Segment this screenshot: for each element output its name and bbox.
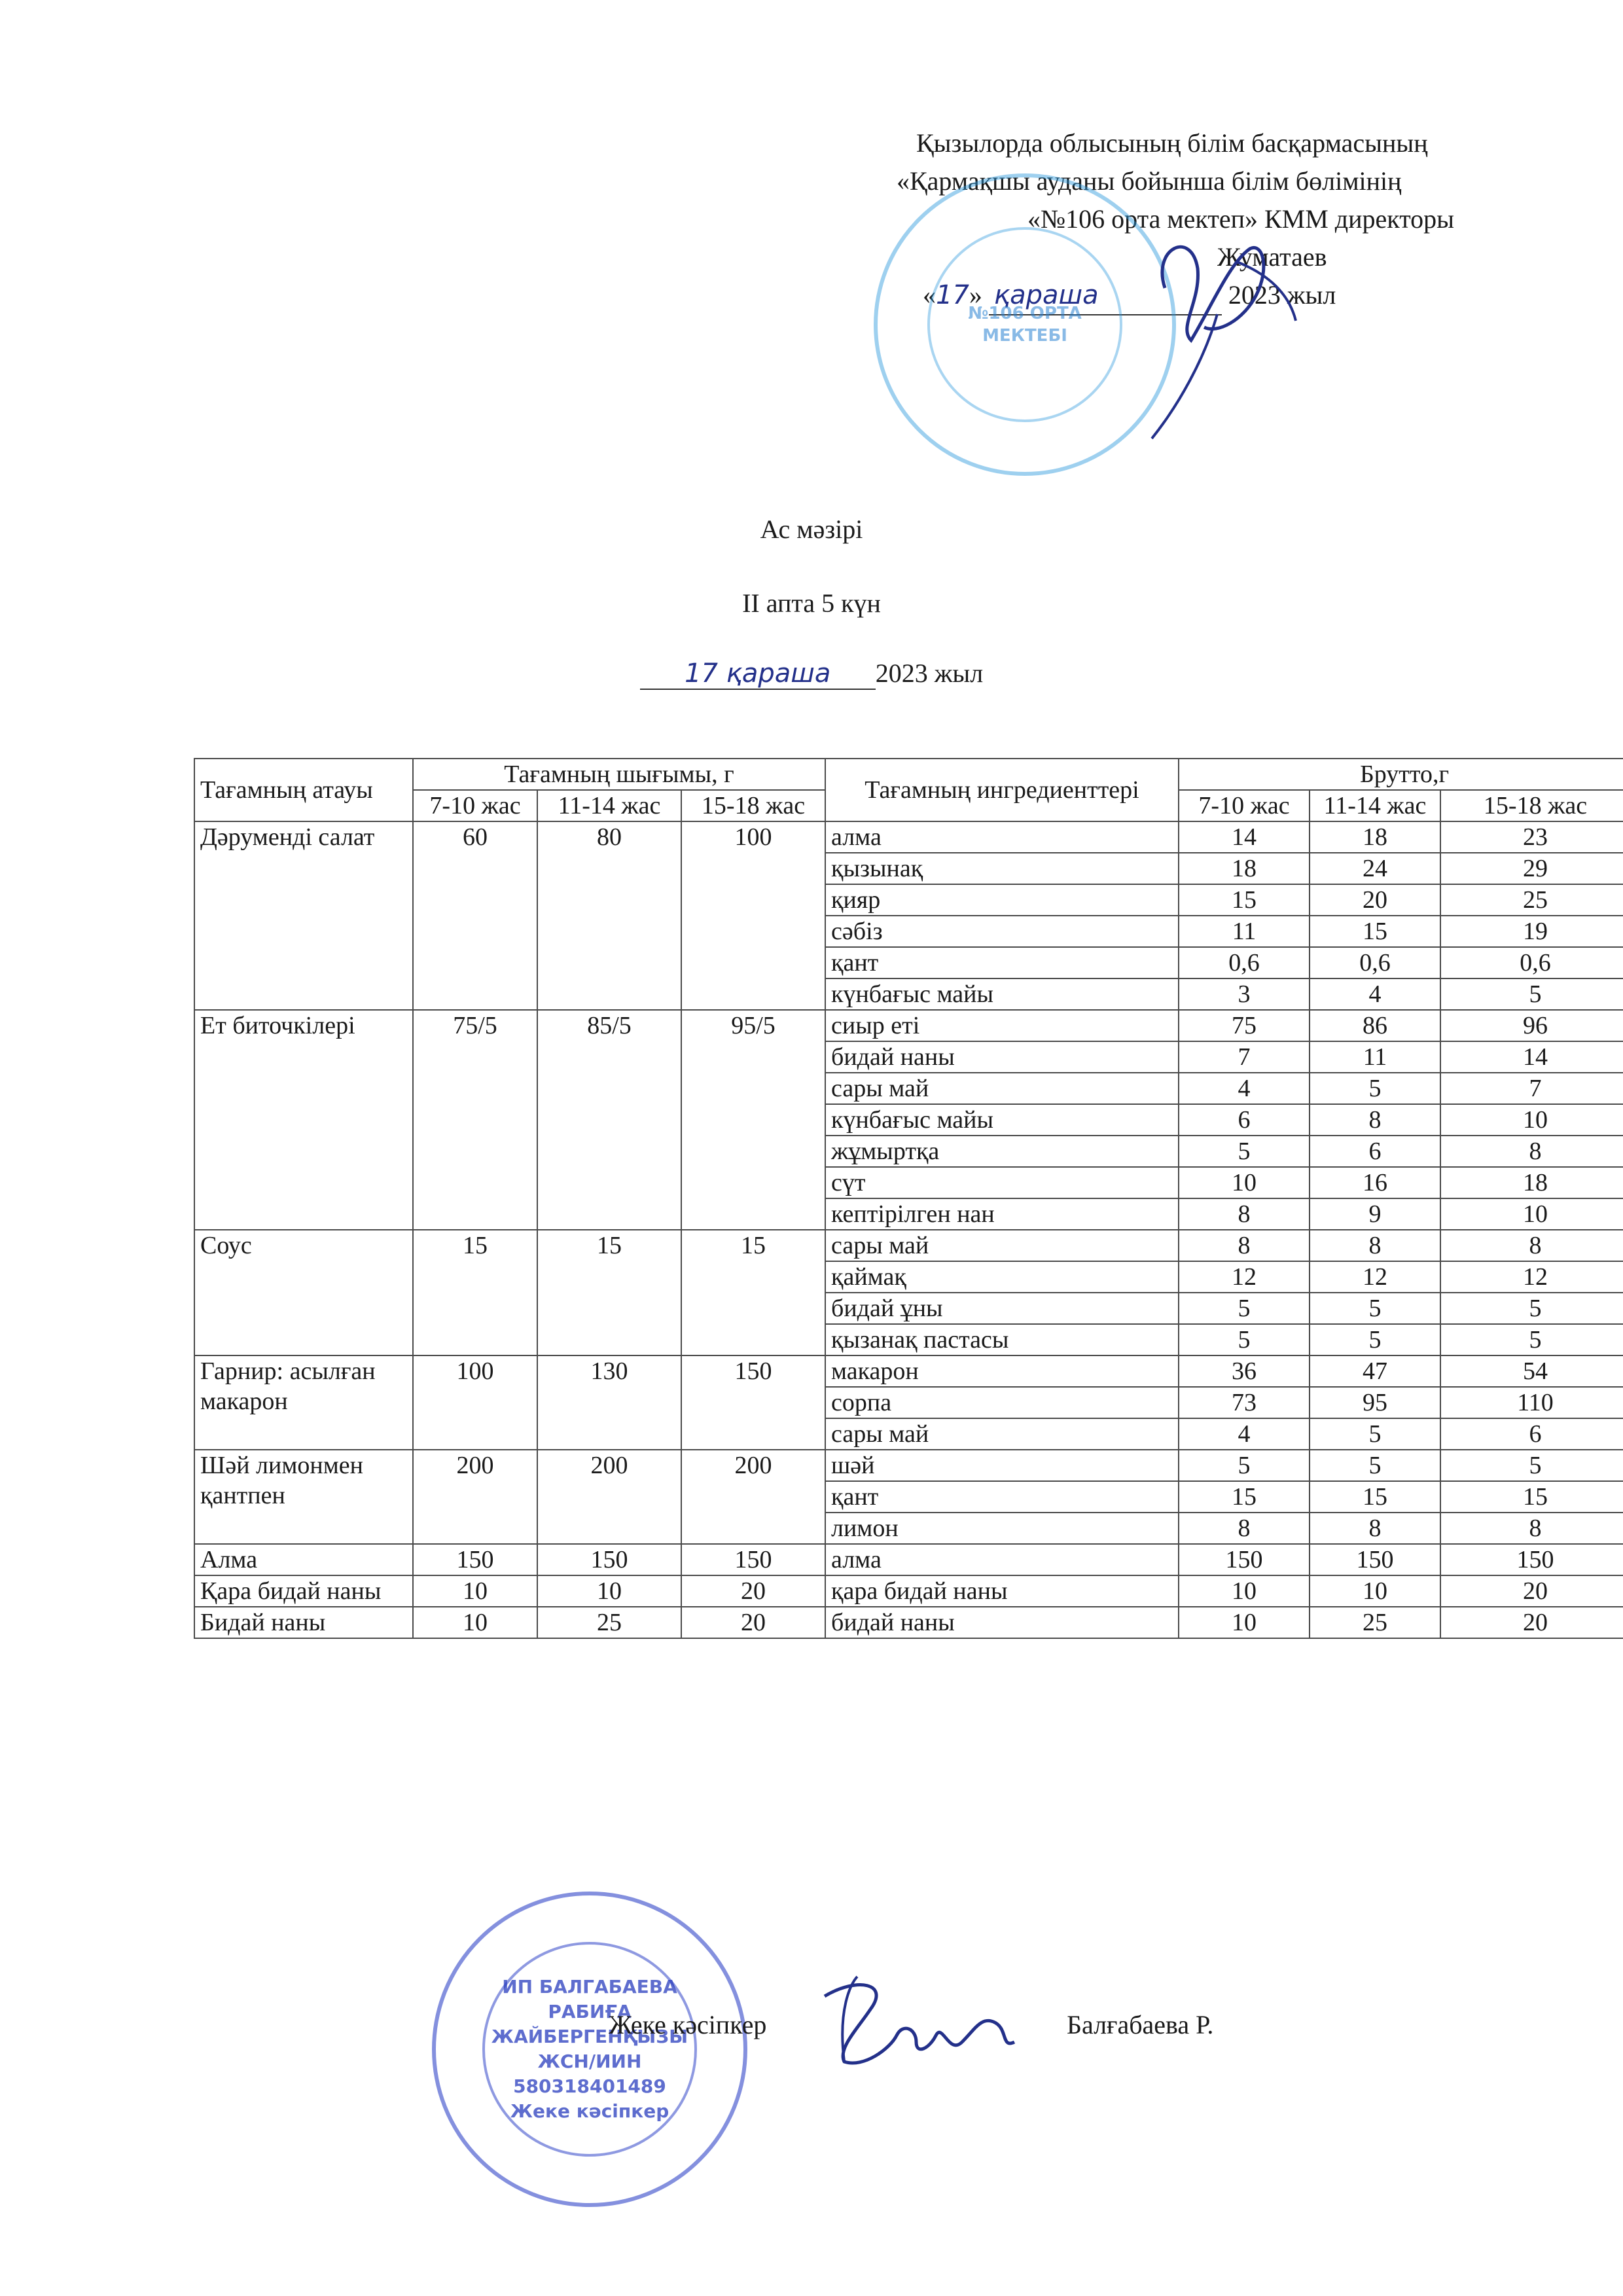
- ingredient-brutto: 5: [1310, 1450, 1440, 1481]
- ingredient-name: күнбағыс майы: [825, 1104, 1179, 1136]
- header-brutto-age-7-10: 7-10 жас: [1179, 790, 1310, 821]
- dish-name: Қара бидай наны: [194, 1575, 413, 1607]
- dish-output: 150: [681, 1544, 825, 1575]
- dish-output: 200: [413, 1450, 537, 1544]
- ingredient-brutto: 10: [1440, 1104, 1623, 1136]
- ingredient-brutto: 5: [1310, 1324, 1440, 1355]
- dish-output: 15: [681, 1230, 825, 1355]
- ingredient-name: сиыр еті: [825, 1010, 1179, 1041]
- ingredient-brutto: 10: [1310, 1575, 1440, 1607]
- table-row: [194, 1010, 1623, 1041]
- ingredient-name: жұмыртқа: [825, 1136, 1179, 1167]
- ingredient-brutto: 29: [1440, 853, 1623, 884]
- page-subtitle: ІІ апта 5 күн: [742, 588, 881, 618]
- ingredient-brutto: 19: [1440, 916, 1623, 947]
- dish-output: 100: [681, 821, 825, 1010]
- ingredient-name: кептірілген нан: [825, 1198, 1179, 1230]
- stamp-line-4: ЖСН/ИИН: [537, 2051, 642, 2072]
- ingredient-brutto: 20: [1310, 884, 1440, 916]
- ingredient-name: бидай ұны: [825, 1293, 1179, 1324]
- table-row: [194, 1355, 1623, 1387]
- table-row: [194, 1450, 1623, 1481]
- table-row: [194, 1544, 1623, 1575]
- dish-output: 10: [413, 1607, 537, 1638]
- dish-output: 85/5: [537, 1010, 681, 1230]
- ingredient-brutto: 7: [1440, 1073, 1623, 1104]
- approval-date-month: қараша: [989, 276, 1222, 315]
- approval-line-3: «№106 орта мектеп» КММ директоры: [1027, 204, 1455, 234]
- stamp-line-5: 580318401489: [513, 2075, 666, 2097]
- ingredient-brutto: 6: [1310, 1136, 1440, 1167]
- stamp-line-1: ИП БАЛГАБАЕВА: [502, 1976, 677, 1998]
- ingredient-brutto: 11: [1310, 1041, 1440, 1073]
- menu-date: [0, 658, 1623, 690]
- ingredient-brutto: 4: [1179, 1418, 1310, 1450]
- ingredient-brutto: 4: [1179, 1073, 1310, 1104]
- approval-line-4: Жуматаев: [1217, 242, 1327, 272]
- dish-name: Ет биточкілері: [194, 1010, 413, 1230]
- header-brutto: Брутто,г: [1179, 759, 1623, 790]
- ingredient-brutto: 110: [1440, 1387, 1623, 1418]
- footer: [609, 2009, 1214, 2040]
- ingredient-brutto: 5: [1310, 1073, 1440, 1104]
- page-title: Ас мәзірі: [760, 514, 863, 544]
- dish-name: Шәй лимонмен қантпен: [194, 1450, 413, 1544]
- ingredient-brutto: 15: [1310, 916, 1440, 947]
- ingredient-brutto: 14: [1179, 821, 1310, 853]
- dish-output: 80: [537, 821, 681, 1010]
- ingredient-brutto: 86: [1310, 1010, 1440, 1041]
- ingredient-brutto: 150: [1440, 1544, 1623, 1575]
- entrepreneur-stamp: [432, 1892, 747, 2207]
- entrepreneur-stamp-center: [482, 1942, 697, 2157]
- ingredient-brutto: 9: [1310, 1198, 1440, 1230]
- ingredient-brutto: 96: [1440, 1010, 1623, 1041]
- ingredient-brutto: 8: [1440, 1136, 1623, 1167]
- footer-name: Балғабаева Р.: [1067, 2010, 1214, 2039]
- ingredient-brutto: 12: [1440, 1261, 1623, 1293]
- table-row: [194, 1230, 1623, 1261]
- approval-line-2: «Қармақшы ауданы бойынша білім бөлімінің: [897, 166, 1402, 196]
- approval-date-day: 17: [936, 280, 969, 310]
- ingredient-brutto: 16: [1310, 1167, 1440, 1198]
- ingredient-brutto: 5: [1179, 1293, 1310, 1324]
- dish-name: Гарнир: асылған макарон: [194, 1355, 413, 1450]
- dish-output: 200: [681, 1450, 825, 1544]
- approval-date-year: 2023 жыл: [1228, 280, 1336, 310]
- header-dish-name: Тағамның атауы: [194, 759, 413, 821]
- menu-table-body: [194, 821, 1623, 1638]
- header-output-age-11-14: 11-14 жас: [537, 790, 681, 821]
- entrepreneur-signature: [818, 1970, 1034, 2081]
- ingredient-name: қызынақ: [825, 853, 1179, 884]
- header-brutto-age-15-18: 15-18 жас: [1440, 790, 1623, 821]
- school-stamp-center: №106 ОРТА МЕКТЕБІ: [927, 227, 1122, 422]
- ingredient-brutto: 5: [1179, 1324, 1310, 1355]
- ingredient-brutto: 36: [1179, 1355, 1310, 1387]
- dish-output: 150: [413, 1544, 537, 1575]
- ingredient-brutto: 150: [1179, 1544, 1310, 1575]
- ingredient-brutto: 150: [1310, 1544, 1440, 1575]
- ingredient-brutto: 20: [1440, 1575, 1623, 1607]
- dish-output: 75/5: [413, 1010, 537, 1230]
- dish-output: 200: [537, 1450, 681, 1544]
- ingredient-brutto: 47: [1310, 1355, 1440, 1387]
- ingredient-brutto: 5: [1179, 1450, 1310, 1481]
- ingredient-brutto: 8: [1310, 1513, 1440, 1544]
- ingredient-brutto: 20: [1440, 1607, 1623, 1638]
- ingredient-brutto: 10: [1179, 1167, 1310, 1198]
- footer-role: Жеке кәсіпкер: [609, 2010, 767, 2039]
- ingredient-brutto: 73: [1179, 1387, 1310, 1418]
- ingredient-brutto: 18: [1440, 1167, 1623, 1198]
- ingredient-name: лимон: [825, 1513, 1179, 1544]
- ingredient-brutto: 15: [1310, 1481, 1440, 1513]
- dish-output: 150: [681, 1355, 825, 1450]
- ingredient-name: қант: [825, 947, 1179, 978]
- dish-name: Алма: [194, 1544, 413, 1575]
- ingredient-name: сары май: [825, 1230, 1179, 1261]
- table-row: [194, 1607, 1623, 1638]
- table-header-row-1: [194, 759, 1623, 790]
- ingredient-name: сары май: [825, 1073, 1179, 1104]
- ingredient-brutto: 6: [1440, 1418, 1623, 1450]
- ingredient-brutto: 5: [1440, 978, 1623, 1010]
- ingredient-name: қант: [825, 1481, 1179, 1513]
- ingredient-name: сорпа: [825, 1387, 1179, 1418]
- dish-name: Соус: [194, 1230, 413, 1355]
- ingredient-brutto: 75: [1179, 1010, 1310, 1041]
- ingredient-brutto: 25: [1440, 884, 1623, 916]
- menu-table: [194, 758, 1623, 1639]
- header-output-age-7-10: 7-10 жас: [413, 790, 537, 821]
- dish-output: 10: [413, 1575, 537, 1607]
- ingredient-name: алма: [825, 1544, 1179, 1575]
- dish-output: 15: [413, 1230, 537, 1355]
- approval-date-quote-open: «: [923, 280, 936, 310]
- ingredient-brutto: 8: [1440, 1230, 1623, 1261]
- header-output-age-15-18: 15-18 жас: [681, 790, 825, 821]
- ingredient-name: сәбіз: [825, 916, 1179, 947]
- dish-output: 130: [537, 1355, 681, 1450]
- ingredient-brutto: 8: [1440, 1513, 1623, 1544]
- ingredient-brutto: 8: [1310, 1230, 1440, 1261]
- table-row: [194, 1575, 1623, 1607]
- ingredient-name: сүт: [825, 1167, 1179, 1198]
- ingredient-brutto: 8: [1310, 1104, 1440, 1136]
- menu-date-handwritten: 17 қараша: [640, 658, 876, 690]
- ingredient-name: сары май: [825, 1418, 1179, 1450]
- ingredient-brutto: 5: [1440, 1450, 1623, 1481]
- dish-output: 20: [681, 1575, 825, 1607]
- ingredient-brutto: 18: [1310, 821, 1440, 853]
- ingredient-name: қара бидай наны: [825, 1575, 1179, 1607]
- ingredient-name: алма: [825, 821, 1179, 853]
- ingredient-brutto: 15: [1179, 1481, 1310, 1513]
- ingredient-name: күнбағыс майы: [825, 978, 1179, 1010]
- approval-date-quote-close: »: [969, 280, 982, 310]
- ingredient-brutto: 8: [1179, 1198, 1310, 1230]
- ingredient-brutto: 25: [1310, 1607, 1440, 1638]
- ingredient-brutto: 10: [1440, 1198, 1623, 1230]
- ingredient-name: бидай наны: [825, 1607, 1179, 1638]
- ingredient-brutto: 14: [1440, 1041, 1623, 1073]
- ingredient-name: қызанақ пастасы: [825, 1324, 1179, 1355]
- ingredient-brutto: 8: [1179, 1513, 1310, 1544]
- dish-name: Бидай наны: [194, 1607, 413, 1638]
- dish-output: 25: [537, 1607, 681, 1638]
- stamp-line-2: РАБИҒА: [548, 2001, 632, 2022]
- header-brutto-age-11-14: 11-14 жас: [1310, 790, 1440, 821]
- ingredient-name: макарон: [825, 1355, 1179, 1387]
- ingredient-brutto: 24: [1310, 853, 1440, 884]
- ingredient-brutto: 15: [1179, 884, 1310, 916]
- dish-output: 10: [537, 1575, 681, 1607]
- ingredient-brutto: 7: [1179, 1041, 1310, 1073]
- ingredient-brutto: 18: [1179, 853, 1310, 884]
- ingredient-brutto: 0,6: [1179, 947, 1310, 978]
- header-ingredients: Тағамның ингредиенттері: [825, 759, 1179, 821]
- school-stamp: [874, 173, 1176, 476]
- ingredient-brutto: 3: [1179, 978, 1310, 1010]
- ingredient-brutto: 4: [1310, 978, 1440, 1010]
- ingredient-brutto: 5: [1310, 1293, 1440, 1324]
- dish-name: Дәруменді салат: [194, 821, 413, 1010]
- ingredient-brutto: 5: [1310, 1418, 1440, 1450]
- ingredient-brutto: 6: [1179, 1104, 1310, 1136]
- stamp-line-3: ЖАЙБЕРГЕНҚЫЗЫ: [491, 2026, 688, 2047]
- ingredient-brutto: 15: [1440, 1481, 1623, 1513]
- dish-output: 150: [537, 1544, 681, 1575]
- director-signature: [1139, 209, 1309, 445]
- ingredient-brutto: 12: [1310, 1261, 1440, 1293]
- dish-output: 95/5: [681, 1010, 825, 1230]
- dish-output: 100: [413, 1355, 537, 1450]
- ingredient-brutto: 5: [1440, 1324, 1623, 1355]
- ingredient-brutto: 0,6: [1310, 947, 1440, 978]
- ingredient-brutto: 12: [1179, 1261, 1310, 1293]
- ingredient-name: бидай наны: [825, 1041, 1179, 1073]
- stamp-line-6: Жеке кәсіпкер: [510, 2100, 669, 2122]
- ingredient-brutto: 5: [1179, 1136, 1310, 1167]
- ingredient-brutto: 11: [1179, 916, 1310, 947]
- ingredient-name: қаймақ: [825, 1261, 1179, 1293]
- ingredient-brutto: 5: [1440, 1293, 1623, 1324]
- ingredient-name: шәй: [825, 1450, 1179, 1481]
- ingredient-name: қияр: [825, 884, 1179, 916]
- approval-line-1: Қызылорда облысының білім басқармасының: [916, 128, 1428, 158]
- dish-output: 20: [681, 1607, 825, 1638]
- menu-date-year: 2023 жыл: [875, 658, 984, 688]
- dish-output: 15: [537, 1230, 681, 1355]
- ingredient-brutto: 10: [1179, 1607, 1310, 1638]
- dish-output: 60: [413, 821, 537, 1010]
- ingredient-brutto: 23: [1440, 821, 1623, 853]
- ingredient-brutto: 95: [1310, 1387, 1440, 1418]
- ingredient-brutto: 54: [1440, 1355, 1623, 1387]
- header-output: Тағамның шығымы, г: [413, 759, 825, 790]
- table-row: [194, 821, 1623, 853]
- ingredient-brutto: 10: [1179, 1575, 1310, 1607]
- ingredient-brutto: 8: [1179, 1230, 1310, 1261]
- ingredient-brutto: 0,6: [1440, 947, 1623, 978]
